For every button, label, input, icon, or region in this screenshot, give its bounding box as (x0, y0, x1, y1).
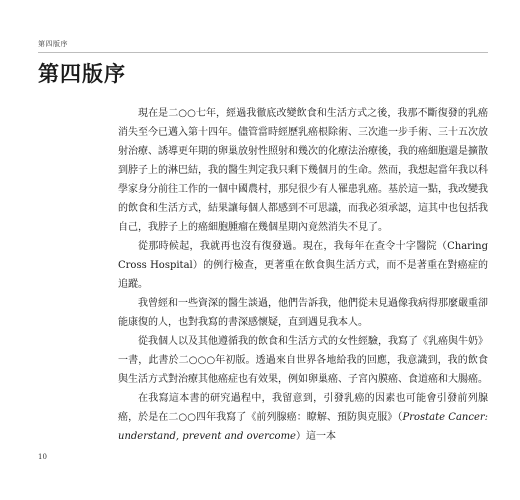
paragraph-2: 從那時候起，我就再也沒有復發過。現在，我每年在查令十字醫院（Charing Cross Hospital）的例行檢查，更著重在飲食與生活方式，而不是著重在對癌症的追蹤。 (118, 241, 488, 290)
paragraph-1: 現在是二○○七年，經過我徹底改變飲食和生活方式之後，我那不斷復發的乳癌消失至今已邁入第十四年。儘管當時經歷乳癌根除術、三次進一步手術、三十五次放射治療、誘導更年期的卵巢放射性照射和幾次的化療法治療後，我的癌細胞還是擴散到脖子上的淋巴結，我的醫生判定我只剩下幾個月的生命。然而，我想起當年我以科學家身分前往工作的一個中國農村，那兒很少有人罹患乳癌。基於這一點，我改變我的飲食和生活方式，結果讓每個人都感到不可思議，而我必須承認，這其中也包括我自己，我脖子上的癌細胞腫瘤在幾個星期內竟然消失不見了。 (118, 108, 488, 233)
header-divider (38, 52, 488, 53)
page-number: 10 (38, 453, 47, 461)
running-head: 第四版序 (38, 40, 68, 48)
english-book-title: Prostate Cancer: understand, prevent and overcome (118, 412, 489, 442)
paragraph-5: 在我寫這本書的研究過程中，我留意到，引發乳癌的因素也可能會引發前列腺癌，於是在二○○四年我寫了《前列腺癌：瞭解、預防與克服》（Prostate Cancer: understand, prevent and overcome）這一本 (118, 393, 489, 442)
paragraph-4: 從我個人以及其他遵循我的飲食和生活方式的女性經驗，我寫了《乳癌與牛奶》一書，此書於二○○○年初版。透過來自世界各地給我的回應，我意識到，我的飲食與生活方式對治療其他癌症也有效果，例如卵巢癌、子宮內膜癌、食道癌和大腸癌。 (118, 336, 488, 385)
paragraph-5-tail: 這一本 (305, 431, 336, 442)
chapter-title: 第四版序 (38, 61, 126, 86)
paragraph-3: 我曾經和一些資深的醫生談過，他們告訴我，他們從未見過像我病得那麼嚴重卻能康復的人，也對我寫的書深感懷疑，直到遇見我本人。 (118, 298, 488, 328)
paragraph-5-text: 在我寫這本書的研究過程中，我留意到，引發乳癌的因素也可能會引發前列腺癌，於是在二○○四年我寫了《前列腺癌：瞭解、預防與克服》 (118, 393, 488, 423)
body-text (118, 104, 488, 446)
